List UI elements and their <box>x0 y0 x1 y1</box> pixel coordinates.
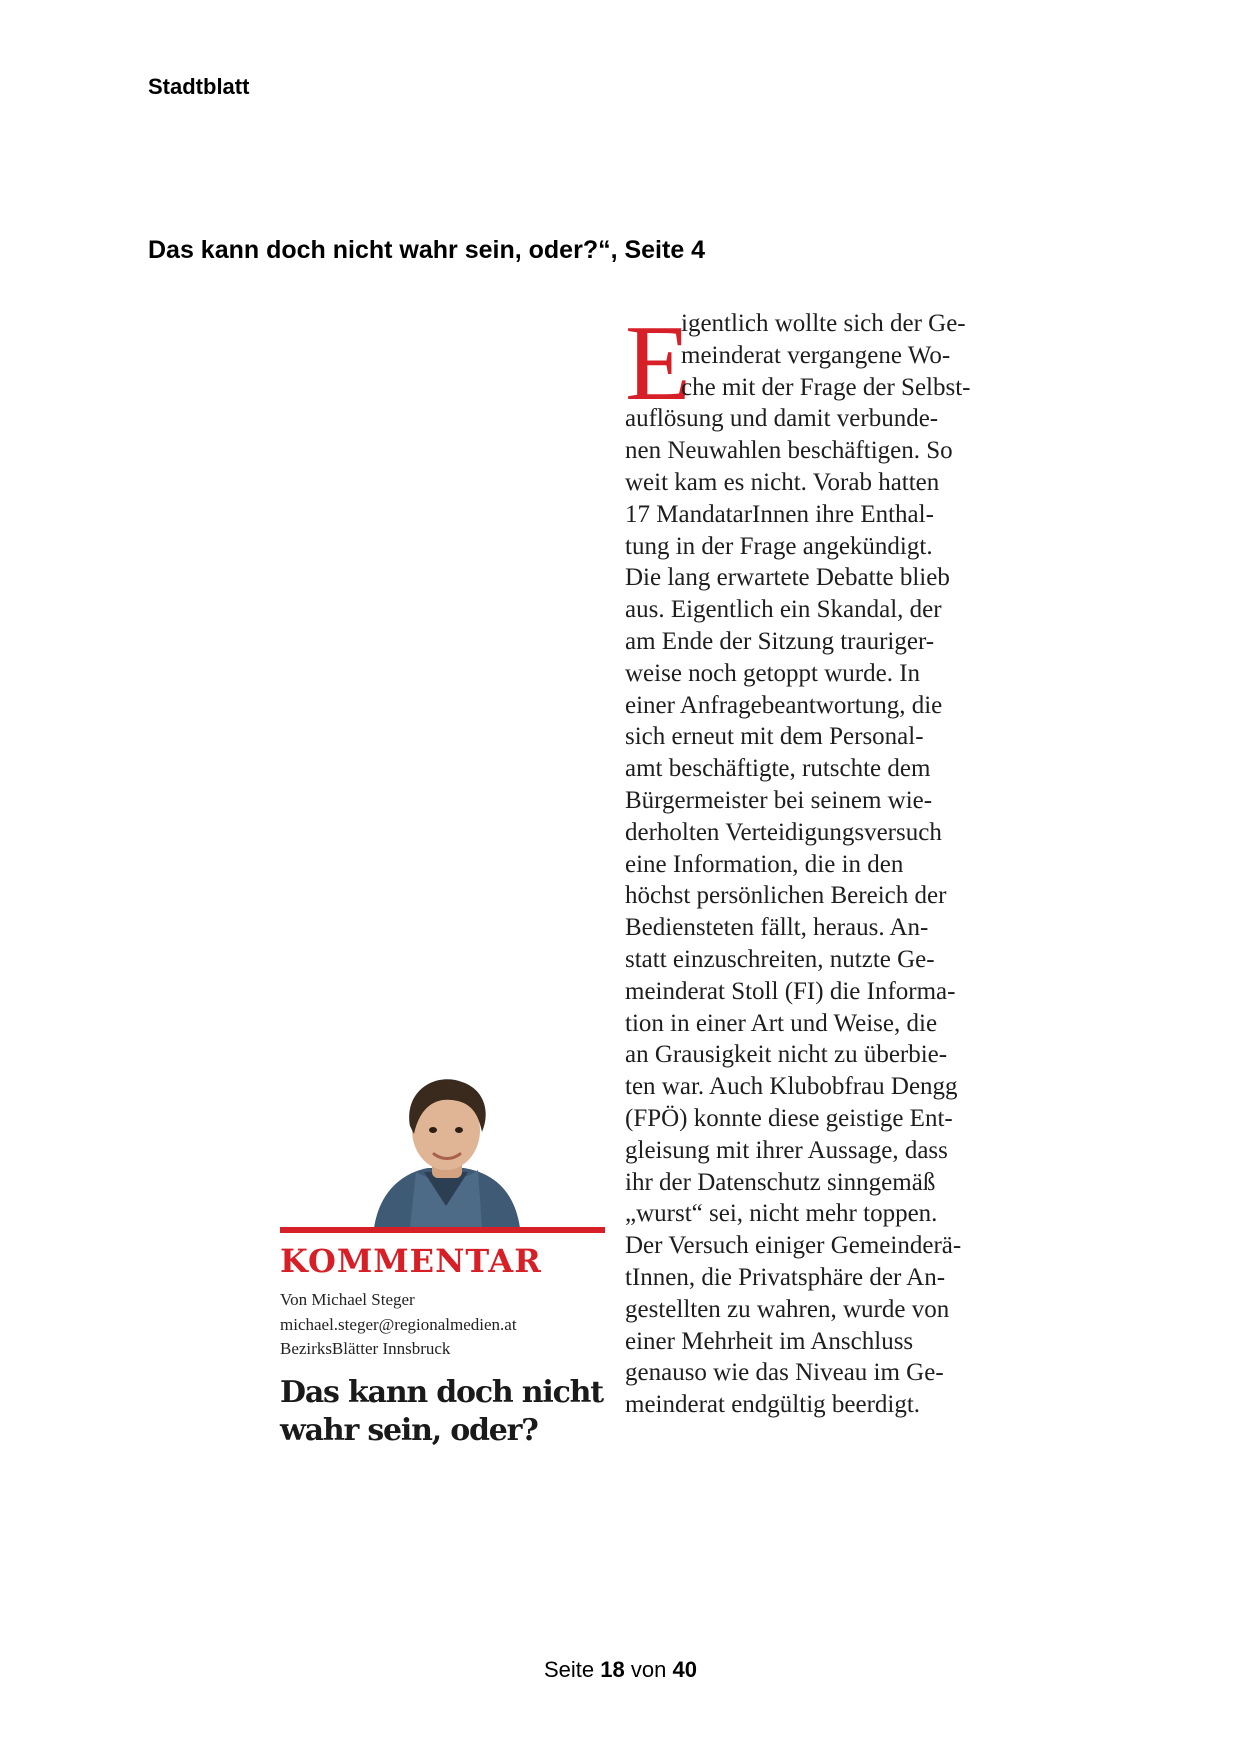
body-line: Die lang erwartete Debatte blieb <box>625 564 950 592</box>
body-line: am Ende der Sitzung trauriger- <box>625 627 935 655</box>
total-pages: 40 <box>672 1657 697 1682</box>
body-line: genauso wie das Niveau im Ge- <box>625 1359 944 1387</box>
byline-email: michael.steger@regionalmedien.at <box>280 1314 517 1334</box>
body-line: gestellten zu wahren, wurde von <box>625 1295 950 1323</box>
body-line: eine Information, die in den <box>625 850 904 878</box>
body-line: Bediensteten fällt, heraus. An- <box>625 914 929 942</box>
body-line: Der Versuch einiger Gemeinderä- <box>625 1232 962 1260</box>
body-line: aus. Eigentlich ein Skandal, der <box>625 596 942 624</box>
body-line: tung in der Frage angekündigt. <box>625 532 933 560</box>
body-line: auflösung und damit verbunde- <box>625 405 939 433</box>
body-line: igentlich wollte sich der Ge- <box>681 310 966 337</box>
body-line: an Grausigkeit nicht zu überbie- <box>625 1041 948 1069</box>
body-line: einer Anfragebeantwortung, die <box>625 691 943 719</box>
article-reference: Das kann doch nicht wahr sein, oder?“, Seite 4 <box>148 236 706 264</box>
body-line: 17 MandatarInnen ihre Enthal- <box>625 500 934 528</box>
body-line: höchst persönlichen Bereich der <box>625 882 947 910</box>
body-line: meinderat vergangene Wo- <box>681 341 951 369</box>
body-line: tInnen, die Privatsphäre der An- <box>625 1263 946 1291</box>
headline-line: wahr sein, oder? <box>280 1413 538 1448</box>
body-line: sich erneut mit dem Personal- <box>625 723 924 751</box>
body-line: statt einzuschreiten, nutzte Ge- <box>625 945 935 973</box>
article-body <box>625 304 1015 1421</box>
body-line: meinderat endgültig beerdigt. <box>625 1391 921 1419</box>
section-label: KOMMENTAR <box>280 1242 542 1280</box>
byline-outlet: BezirksBlätter Innsbruck <box>280 1339 451 1358</box>
body-line: tion in einer Art und Weise, die <box>625 1009 938 1037</box>
body-line: ihr der Datenschutz sinngemäß <box>625 1168 936 1196</box>
author-portrait <box>366 1068 526 1228</box>
newspaper-clipping <box>270 304 1010 1460</box>
body-line: nen Neuwahlen beschäftigen. So <box>625 437 953 465</box>
red-divider <box>280 1227 605 1233</box>
page-footer <box>0 1657 1241 1683</box>
byline <box>280 1288 517 1362</box>
body-line: amt beschäftigte, rutschte dem <box>625 755 931 783</box>
byline-author: Von Michael Steger <box>280 1290 415 1309</box>
comment-headline <box>280 1374 610 1450</box>
body-line: „wurst“ sei, nicht mehr toppen. <box>625 1200 938 1228</box>
drop-cap: E <box>625 304 691 423</box>
body-line: che mit der Frage der Selbst- <box>681 373 971 401</box>
headline-line: Das kann doch nicht <box>280 1375 603 1410</box>
body-line: derholten Verteidigungsversuch <box>625 818 942 846</box>
body-line: gleisung mit ihrer Aussage, dass <box>625 1136 948 1164</box>
body-line: ten war. Auch Klubobfrau Dengg <box>625 1073 958 1101</box>
current-page-number: 18 <box>600 1657 625 1682</box>
body-line: weise noch getoppt wurde. In <box>625 659 921 687</box>
publication-name: Stadtblatt <box>148 74 250 99</box>
footer-prefix: Seite <box>544 1657 595 1682</box>
body-line: weit kam es nicht. Vorab hatten <box>625 468 940 496</box>
footer-middle: von <box>630 1657 667 1682</box>
body-line: meinderat Stoll (FI) die Informa- <box>625 977 956 1005</box>
body-line: (FPÖ) konnte diese geistige Ent- <box>625 1104 953 1132</box>
body-line: einer Mehrheit im Anschluss <box>625 1327 914 1355</box>
body-line: Bürgermeister bei seinem wie- <box>625 786 933 814</box>
